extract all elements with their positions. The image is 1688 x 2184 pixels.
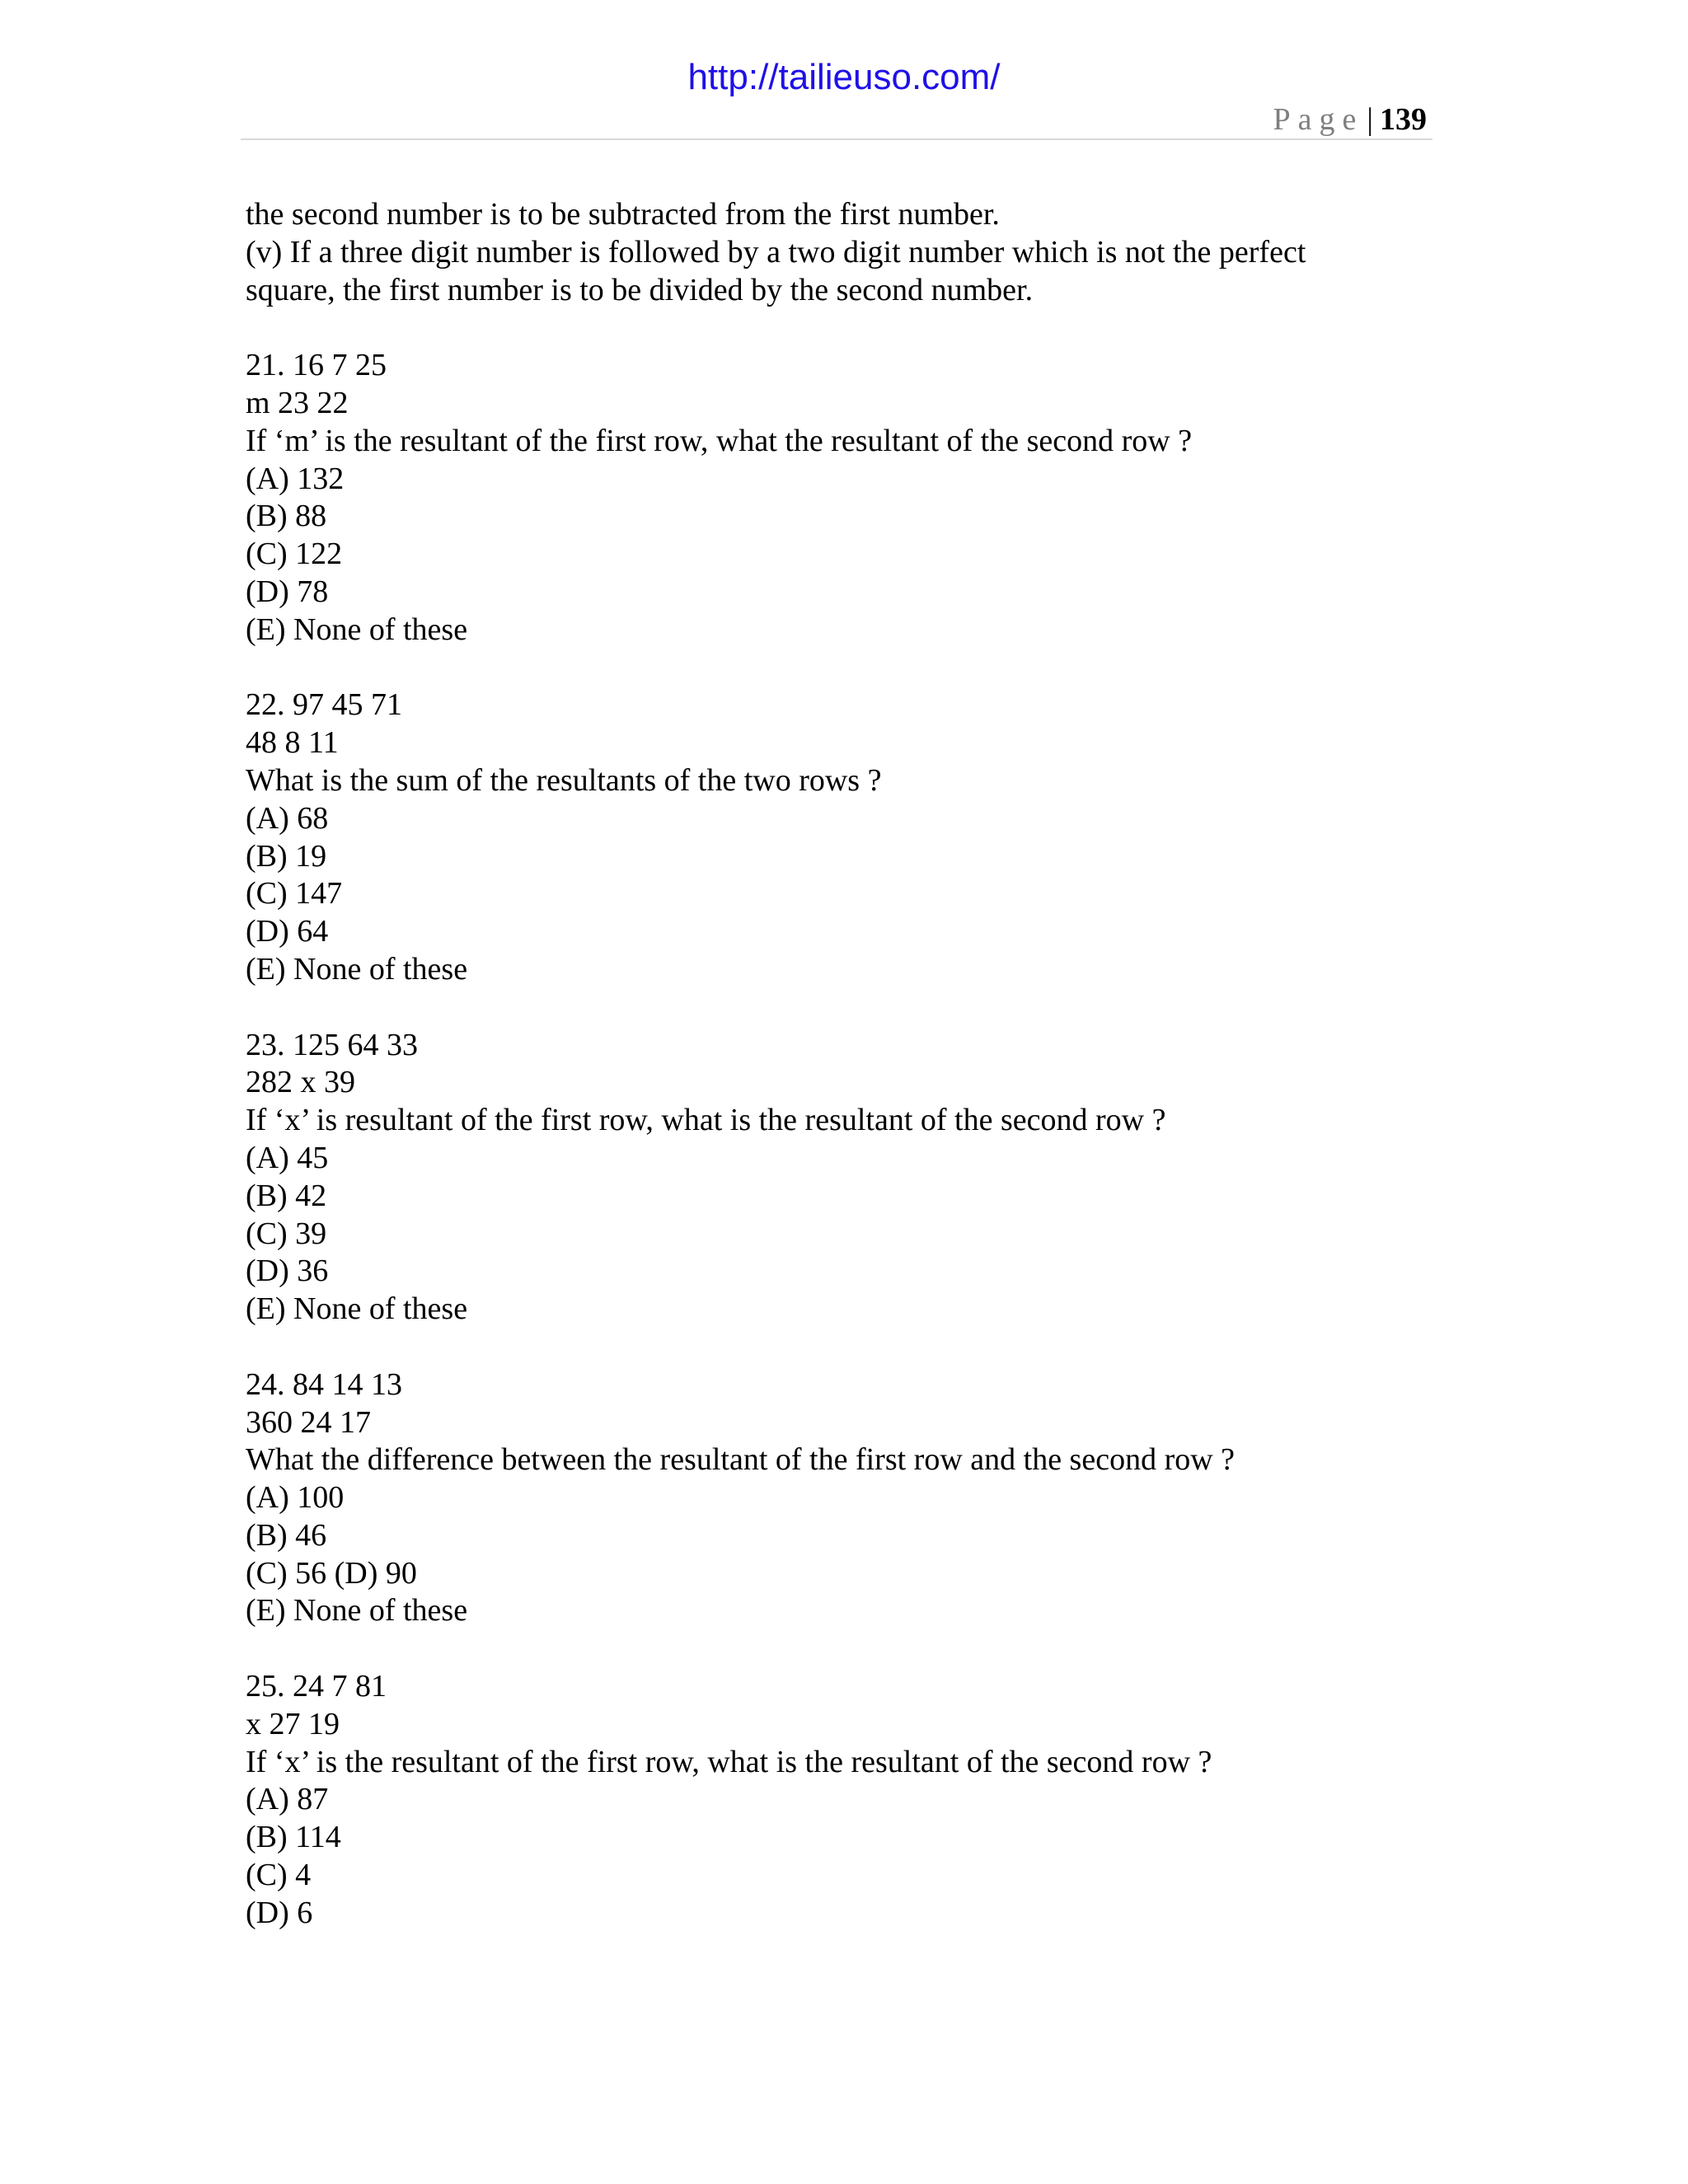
intro-line: square, the first number is to be divided by the second number. [246,272,1034,307]
option-e: (E) None of these [246,1593,468,1629]
question-23 [246,1027,1432,1329]
option-b: (B) 42 [246,1178,327,1213]
option-a: (A) 100 [246,1480,345,1516]
option-c: (C) 4 [246,1858,312,1893]
option-e: (E) None of these [246,951,468,987]
option-c: (C) 147 [246,876,343,912]
option-b: (B) 114 [246,1820,341,1855]
header-url-link[interactable]: http://tailieuso.com/ [687,57,1001,97]
question-21 [246,347,1432,649]
option-e: (E) None of these [246,1291,468,1327]
question-row-1: 23. 125 64 33 [246,1027,418,1062]
intro-line: the second number is to be subtracted from the first number. [246,197,1000,232]
question-prompt: What is the sum of the resultants of the two rows ? [246,762,882,798]
option-c: (C) 122 [246,537,343,572]
question-row-2: 48 8 11 [246,725,339,761]
question-prompt: What the difference between the resultant of the first row and the second row ? [246,1442,1236,1478]
page-word: Page [1273,102,1364,137]
header-divider [241,138,1432,140]
intro-paragraph [246,196,1432,309]
question-row-1: 25. 24 7 81 [246,1669,387,1704]
question-row-2: m 23 22 [246,385,349,420]
option-b: (B) 46 [246,1517,327,1553]
question-22 [246,687,1432,988]
question-row-2: x 27 19 [246,1706,340,1741]
option-a: (A) 68 [246,800,329,836]
option-b: (B) 19 [246,838,327,874]
question-row-1: 22. 97 45 71 [246,687,402,723]
option-b: (B) 88 [246,499,327,534]
option-e: (E) None of these [246,612,468,647]
question-prompt: If ‘m’ is the resultant of the first row, what the resultant of the second row ? [246,423,1193,458]
question-prompt: If ‘x’ is resultant of the first row, what is the resultant of the second row ? [246,1103,1166,1138]
option-c-d: (C) 56 (D) 90 [246,1555,417,1591]
option-d: (D) 6 [246,1895,313,1930]
page-separator: | [1367,102,1373,137]
question-row-2: 282 x 39 [246,1065,355,1100]
option-a: (A) 132 [246,461,345,496]
option-d: (D) 78 [246,574,329,609]
question-row-1: 24. 84 14 13 [246,1366,402,1402]
question-prompt: If ‘x’ is the resultant of the first row, what is the resultant of the second row ? [246,1744,1212,1779]
option-a: (A) 45 [246,1140,329,1175]
page-number-label [1273,99,1427,140]
question-row-2: 360 24 17 [246,1404,371,1440]
question-24 [246,1366,1432,1631]
option-a: (A) 87 [246,1782,329,1817]
question-25 [246,1668,1432,1933]
option-c: (C) 39 [246,1216,327,1251]
intro-line: (v) If a three digit number is followed by a two digit number which is not the perfect [246,234,1306,269]
question-row-1: 21. 16 7 25 [246,348,387,383]
option-d: (D) 36 [246,1254,329,1289]
page-content [246,196,1432,1970]
page-number: 139 [1380,102,1427,137]
option-d: (D) 64 [246,914,329,949]
